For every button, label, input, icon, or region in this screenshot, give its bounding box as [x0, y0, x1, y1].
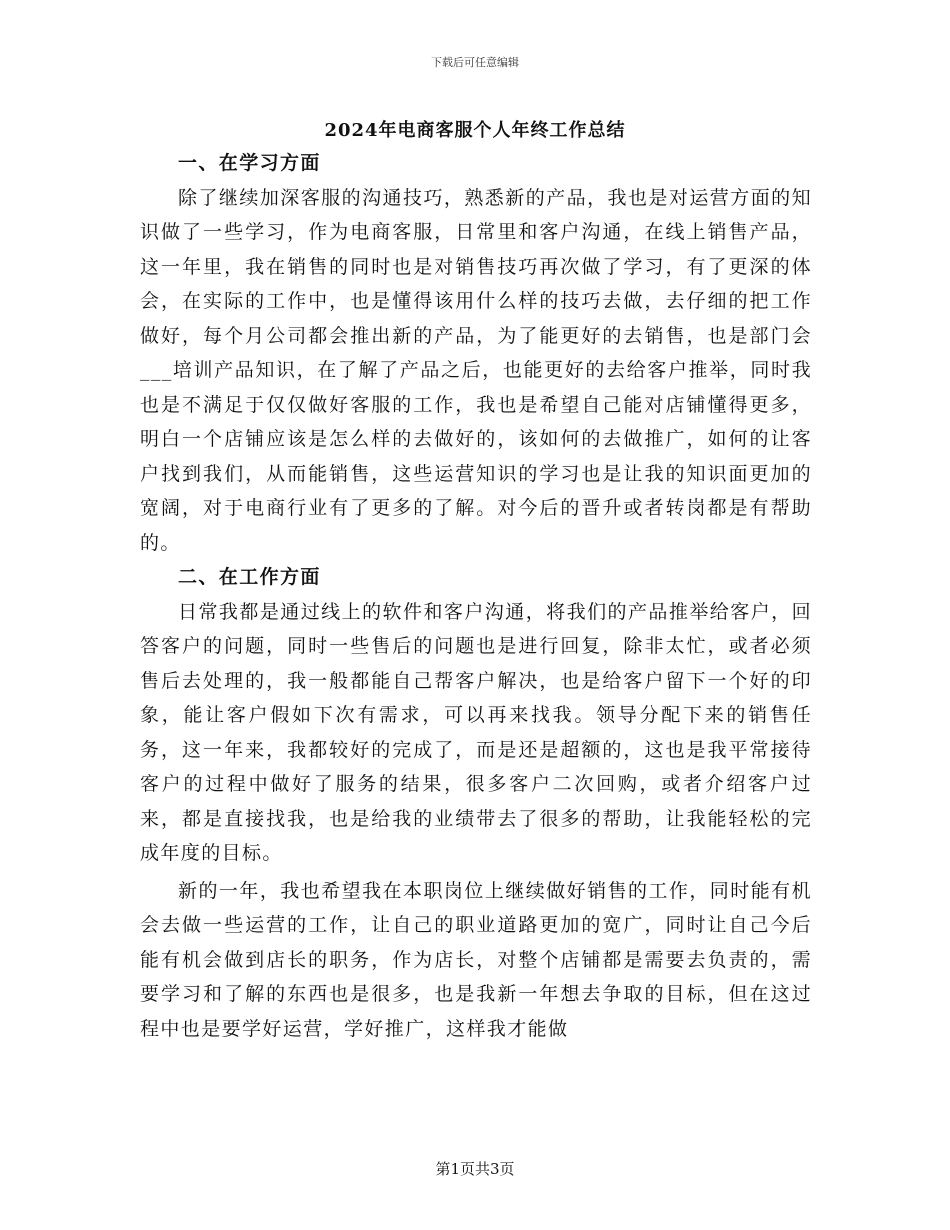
- document-body: [140, 146, 812, 1046]
- section-heading-work: 二、在工作方面: [178, 566, 321, 588]
- document-title: 2024年电商客服个人年终工作总结: [324, 120, 626, 141]
- paragraph-work: 日常我都是通过线上的软件和客户沟通，将我们的产品推举给客户，回答客户的问题，同时一些售后的问题也是进行回复，除非太忙，或者必须售后去处理的，我一般都能自己帮客户解决，也是给客户留下一个好的印象，能让客户假如下次有需求，可以再来找我。领导分配下来的销售任务，这一年来，我都较好的完成了，而是还是超额的，这也是我平常接待客户的过程中做好了服务的结果，很多客户二次回购，或者介绍客户过来，都是直接找我，也是给我的业绩带去了很多的帮助，让我能轻松的完成年度的目标。: [140, 600, 812, 864]
- header-note: 下载后可任意编辑: [431, 56, 519, 69]
- paragraph-study: 除了继续加深客服的沟通技巧，熟悉新的产品，我也是对运营方面的知识做了一些学习，作为电商客服，日常里和客户沟通，在线上销售产品，这一年里，我在销售的同时也是对销售技巧再次做了学习，有了更深的体会，在实际的工作中，也是懂得该用什么样的技巧去做，去仔细的把工作做好，每个月公司都会推出新的产品，为了能更好的去销售，也是部门会___培训产品知识，在了解了产品之后，也能更好的去给客户推举，同时我也是不满足于仅仅做好客服的工作，我也是希望自己能对店铺懂得更多，明白一个店铺应该是怎么样的去做好的，该如何的去做推广，如何的让客户找到我们，从而能销售，这些运营知识的学习也是让我的知识面更加的宽阔，对于电商行业有了更多的了解。对今后的晋升或者转岗都是有帮助的。: [140, 186, 812, 554]
- paragraph-closing: 新的一年，我也希望我在本职岗位上继续做好销售的工作，同时能有机会去做一些运营的工作，让自己的职业道路更加的宽广，同时让自己今后能有机会做到店长的职务，作为店长，对整个店铺都是需要去负责的，需要学习和了解的东西也是很多，也是我新一年想去争取的目标，但在这过程中也是要学好运营，学好推广，这样我才能做: [140, 879, 812, 1040]
- section-heading-study: 一、在学习方面: [178, 152, 321, 174]
- page-indicator: 第1页共3页: [435, 1160, 515, 1178]
